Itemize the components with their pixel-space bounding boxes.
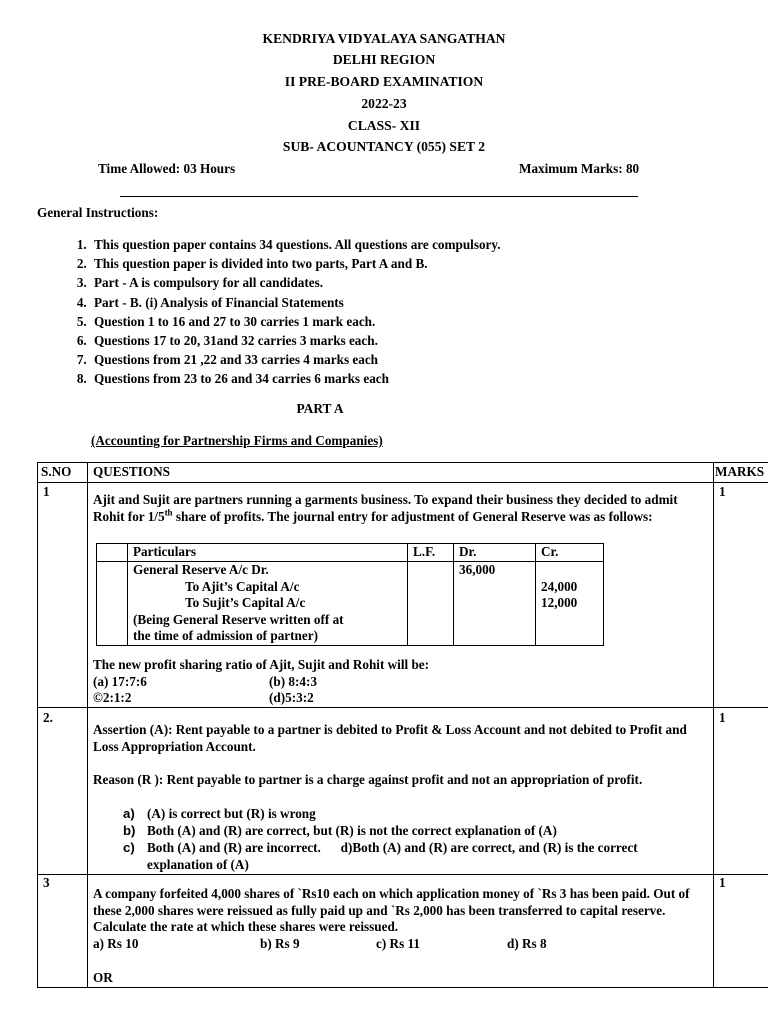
column-divider (535, 544, 536, 645)
question-text-part: Ajit and Sujit are partners running a garments business. To expand their business they decided to admit Rohit for 1/5 (93, 492, 678, 524)
journal-credit-amount: 12,000 (541, 595, 578, 610)
part-title: PART A (296, 401, 344, 416)
option-d: d) Rs 8 (507, 936, 547, 951)
question-prompt: The new profit sharing ratio of Ajit, Sujit and Rohit will be: (93, 657, 430, 672)
instruction-item: 1. This question paper contains 34 questions. All questions are compulsory. (90, 235, 730, 254)
question-marks: 1 (719, 484, 726, 499)
column-divider (127, 544, 128, 645)
option-item (123, 805, 703, 822)
journal-header-cr: Cr. (541, 544, 559, 559)
question-number: 1 (43, 484, 50, 499)
journal-credit-amount: 24,000 (541, 579, 578, 594)
journal-header-particulars: Particulars (133, 544, 196, 559)
region: DELHI REGION (332, 52, 436, 67)
journal-entry-table (96, 543, 604, 646)
exam-title: II PRE-BOARD EXAMINATION (284, 74, 484, 89)
option-label: b) (123, 823, 136, 838)
journal-row: (Being General Reserve written off at (133, 612, 344, 627)
journal-row: the time of admission of partner) (133, 628, 318, 643)
header-divider (120, 196, 638, 197)
assertion-text: Assertion (A): Rent payable to a partner is debited to Profit & Loss Account and not debited to Profit and Loss Appropriation Account. (93, 722, 687, 754)
session-year: 2022-23 (361, 96, 407, 111)
journal-header-lf: L.F. (413, 544, 436, 559)
column-divider (87, 463, 88, 987)
option-text: Both (A) and (R) are incorrect. d)Both (A) and (R) are correct, and (R) is the correct explanation of (A) (147, 840, 641, 872)
instruction-item: 8. Questions from 23 to 26 and 34 carries 6 marks each (90, 369, 730, 388)
column-divider (713, 463, 714, 987)
option-item (123, 839, 703, 873)
journal-debit-amount: 36,000 (459, 562, 496, 577)
column-divider (407, 544, 408, 645)
questions-table (37, 462, 768, 988)
row-divider (38, 482, 768, 483)
org-name: KENDRIYA VIDYALAYA SANGATHAN (262, 31, 506, 46)
option-label: a) (123, 806, 135, 821)
time-allowed: Time Allowed: 03 Hours (98, 161, 236, 176)
maximum-marks: Maximum Marks: 80 (519, 161, 640, 176)
instruction-item: 2. This question paper is divided into two parts, Part A and B. (90, 254, 730, 273)
option-a: a) Rs 10 (93, 936, 139, 951)
option-text: Both (A) and (R) are correct, but (R) is not the correct explanation of (A) (147, 823, 557, 838)
journal-row: To Ajit’s Capital A/c (185, 579, 300, 594)
class-label: CLASS- XII (347, 118, 421, 133)
option-b: b) Rs 9 (260, 936, 300, 951)
row-divider (38, 707, 768, 708)
question-marks: 1 (719, 875, 726, 890)
journal-header-dr: Dr. (459, 544, 477, 559)
question-text-part: share of profits. The journal entry for adjustment of General Reserve was as follows: (172, 508, 653, 524)
column-divider (453, 544, 454, 645)
question-text (93, 492, 698, 525)
part-subtitle: (Accounting for Partnership Firms and Companies) (91, 433, 383, 448)
option-d: (d)5:3:2 (269, 690, 314, 705)
instruction-item: 3. Part - A is compulsory for all candidates. (90, 273, 730, 292)
instruction-item: 7. Questions from 21 ,22 and 33 carries 4 marks each (90, 350, 730, 369)
row-divider (38, 874, 768, 875)
assertion-options (123, 805, 703, 873)
instruction-item: 4. Part - B. (i) Analysis of Financial Statements (90, 293, 730, 312)
question-number: 3 (43, 875, 50, 890)
question-marks: 1 (719, 710, 726, 725)
superscript: th (164, 507, 173, 518)
subject-label: SUB- ACOUNTANCY (055) SET 2 (282, 139, 486, 154)
header-questions: QUESTIONS (93, 464, 170, 479)
option-text: (A) is correct but (R) is wrong (147, 806, 316, 821)
journal-row: General Reserve A/c Dr. (133, 562, 269, 577)
option-b: (b) 8:4:3 (269, 674, 317, 689)
option-a: (a) 17:7:6 (93, 674, 147, 689)
option-item (123, 822, 703, 839)
option-c: c) Rs 11 (376, 936, 420, 951)
header-marks: MARKS (715, 464, 765, 479)
header-sno: S.NO (41, 464, 72, 479)
journal-row: To Sujit’s Capital A/c (185, 595, 306, 610)
question-text: A company forfeited 4,000 shares of `Rs10 each on which application money of `Rs 3 has been paid. Out of these 2,000 shares were reissued as fully paid up and `Rs 2,000 has been transferred to capital reserve. Calculate the rate at which these shares were reissued. (93, 886, 690, 935)
instruction-item: 6. Questions 17 to 20, 31and 32 carries 3 marks each. (90, 331, 730, 350)
or-label: OR (93, 970, 113, 985)
option-label: c) (123, 840, 135, 855)
instruction-item: 5. Question 1 to 16 and 27 to 30 carries 1 mark each. (90, 312, 730, 331)
instructions-list (40, 235, 730, 389)
instructions-heading: General Instructions: (37, 205, 159, 220)
reason-text: Reason (R ): Rent payable to partner is a charge against profit and not an appropriation of profit. (93, 772, 643, 787)
question-number: 2. (43, 710, 53, 725)
option-c: ©2:1:2 (93, 690, 132, 705)
